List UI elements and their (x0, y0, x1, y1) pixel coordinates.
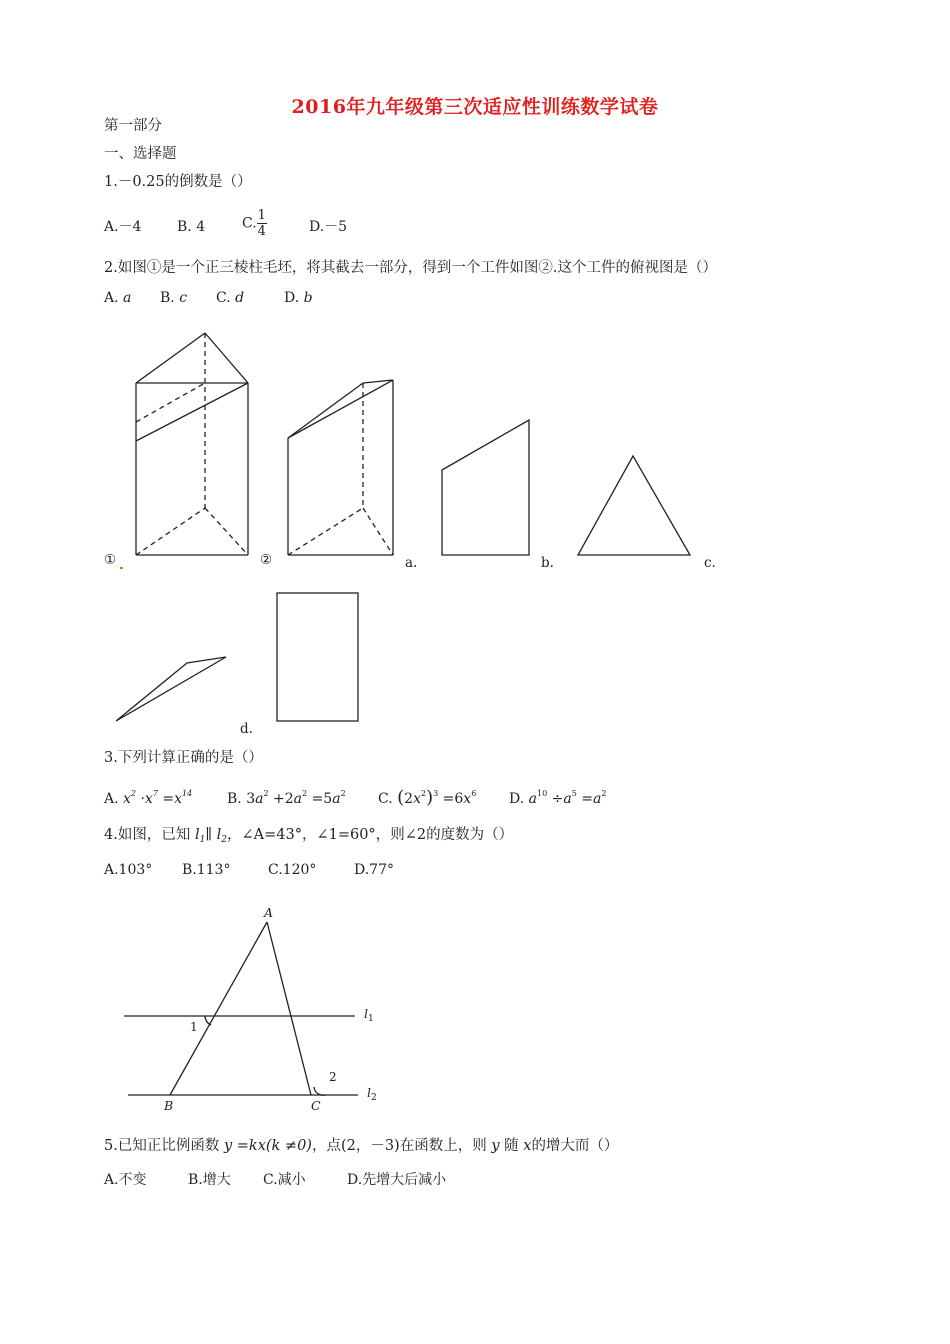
q3-option-a-prefix: A. (104, 791, 119, 807)
q3-option-a (104, 784, 192, 809)
q2-option-d-var: b (303, 290, 313, 306)
figure-a-shape (442, 420, 529, 555)
q2-option-a-var: a (123, 290, 132, 306)
q5-option-d: D.先增大后减小 (347, 1172, 447, 1188)
q3-option-c-expr: $(2x^2)^3 =6x^6$ (397, 787, 477, 808)
part-heading: 第一部分 (104, 118, 162, 134)
q1-stem: 1.－0.25的倒数是（） (104, 174, 252, 190)
q2-option-b-prefix: B. (160, 290, 175, 306)
q5-option-c: C.减小 (263, 1172, 306, 1188)
section-heading: 一、选择题 (104, 146, 177, 162)
exam-title: 2016年九年级第三次适应性训练数学试卷 (291, 96, 659, 118)
q1-option-d: D.－5 (309, 219, 348, 235)
figure-2-workpiece (288, 380, 393, 555)
q3-option-b-expr: $3a^2 +2a^2 =5a^2$ (246, 789, 346, 807)
q3-option-d-prefix: D. (509, 791, 525, 807)
q3-option-c (378, 784, 476, 809)
q4-vertex-c: C (311, 1098, 321, 1113)
figure-d-shape (277, 593, 358, 721)
q4-option-a: A.103° (104, 862, 153, 878)
q5-function: y =kx(k ≠0) (223, 1138, 312, 1154)
q1-option-c-prefix: C. (242, 215, 257, 232)
q1-fraction-denominator: 4 (257, 224, 266, 239)
figure-2-label: ② (260, 552, 273, 568)
q1-option-a: A.－4 (104, 219, 142, 235)
q4-line-l2-sub: 2 (371, 1093, 377, 1103)
q4-line-l2 (367, 1085, 377, 1103)
q3-option-a-expr: $x^2 \cdot x^7 =x^{14}$ (123, 789, 193, 807)
q4-stem-rest: ，∠A=43°，∠1=60°，则∠2的度数为（） (227, 827, 514, 843)
q2-option-b-var: c (179, 290, 188, 306)
q3-option-b-prefix: B. (227, 791, 242, 807)
q2-option-c-prefix: C. (216, 290, 231, 306)
q1-fraction-numerator: 1 (257, 208, 266, 223)
q5-option-a: A.不变 (104, 1172, 147, 1188)
q5-stem-prefix: 5.已知正比例函数 (104, 1138, 220, 1154)
q5-stem-end: 的增大而（） (531, 1138, 619, 1154)
q5-stem (104, 1136, 618, 1156)
q2-option-c-var: d (235, 290, 245, 306)
q2-option-a-prefix: A. (104, 290, 119, 306)
q3-option-c-prefix: C. (378, 791, 393, 807)
figure-c-label: c. (704, 555, 716, 571)
q4-parallel-lines: $l_1\parallel$ $l_2$ (190, 827, 228, 845)
q4-option-c: C.120° (268, 862, 317, 878)
q5-var-y: y (491, 1138, 500, 1154)
q3-option-d-expr: $a^{10} \div a^5 =a^2$ (528, 789, 607, 807)
figure-a-label: a. (405, 555, 418, 571)
figure-d-label: d. (240, 721, 253, 737)
q5-stem-mid: ，点(2，－3)在函数上，则 (311, 1138, 487, 1154)
figure-1-label: ① (104, 552, 117, 568)
q3-option-b (227, 784, 346, 809)
figure-c-shape (116, 657, 226, 721)
q5-stem-with: 随 (504, 1138, 519, 1154)
q3-stem: 3.下列计算正确的是（） (104, 750, 263, 766)
q4-line-l1 (364, 1006, 374, 1024)
figure-b-shape (578, 456, 690, 555)
q5-option-b: B.增大 (188, 1172, 231, 1188)
q4-vertex-b: B (164, 1098, 174, 1113)
q4-line-l2-letter: l (367, 1085, 371, 1100)
q4-angle-1: 1 (190, 1020, 198, 1034)
q1-option-b: B. 4 (177, 219, 206, 235)
q2-stem: 2.如图①是一个正三棱柱毛坯，将其截去一部分，得到一个工件如图②.这个工件的俯视图是（） (104, 260, 717, 276)
q2-option-d-prefix: D. (284, 290, 300, 306)
q5-var-x: x (523, 1138, 532, 1154)
q4-line-l1-sub: 1 (368, 1014, 374, 1024)
figure-b-label: b. (541, 555, 554, 571)
figure-1-prism (136, 333, 248, 555)
q4-vertex-a: A (264, 905, 274, 920)
q4-angle-2: 2 (329, 1070, 337, 1084)
q3-option-d (509, 784, 606, 809)
figure-q4-triangle (124, 922, 358, 1095)
q4-stem (104, 825, 513, 850)
q4-line-l1-letter: l (364, 1006, 368, 1021)
q4-stem-prefix: 4.如图，已知 (104, 827, 191, 843)
q4-option-b: B.113° (182, 862, 231, 878)
q4-option-d: D.77° (354, 862, 394, 878)
